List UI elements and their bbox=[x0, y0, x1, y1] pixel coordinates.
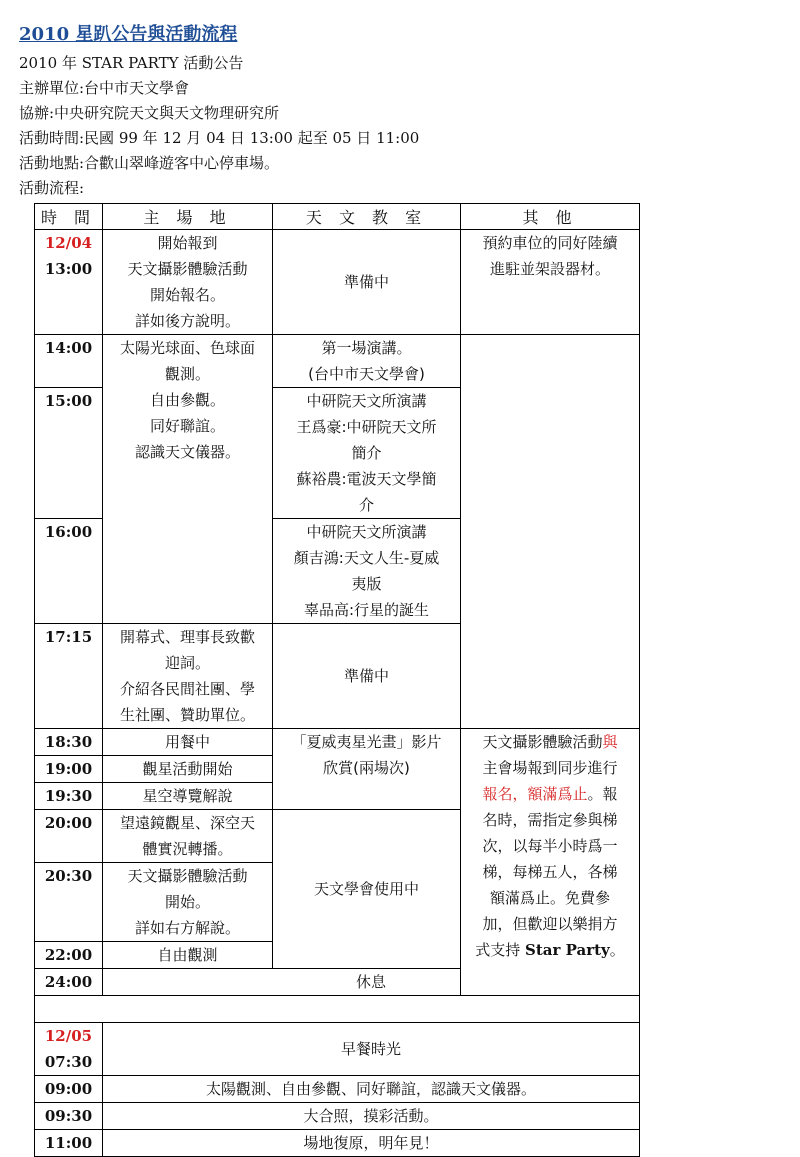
cell-line: 介紹各民間社團、學 bbox=[119, 680, 255, 698]
astronomy-room-cell: 準備中 bbox=[273, 624, 461, 729]
table-row bbox=[35, 969, 640, 996]
cell-line: 天文攝影體驗活動 bbox=[127, 867, 248, 885]
time-label: 19:00 bbox=[35, 756, 103, 783]
cell-text: Star Party bbox=[525, 941, 610, 959]
cell-line: 梯，每梯五人，各梯 bbox=[482, 863, 618, 881]
main-venue-cell bbox=[103, 230, 273, 335]
cell-text: 式支持 bbox=[475, 941, 525, 959]
date-label: 12/04 bbox=[44, 234, 93, 252]
table-row bbox=[35, 335, 640, 388]
time-label: 07:30 bbox=[44, 1053, 93, 1071]
other-cell bbox=[461, 230, 640, 335]
cell-line: 生社團、贊助單位。 bbox=[119, 706, 255, 724]
main-venue-cell bbox=[103, 810, 273, 863]
cell-line: 詳如後方說明。 bbox=[134, 312, 240, 330]
header-astronomy-room: 天 文 教 室 bbox=[273, 204, 461, 230]
cell-line: 天文攝影體驗活動 bbox=[127, 260, 248, 278]
cell-text: 天文攝影體驗活動 bbox=[482, 733, 603, 751]
cell-line: 夷版 bbox=[351, 575, 382, 593]
cell-line: 加，但歡迎以樂捐方 bbox=[482, 915, 618, 933]
cell-line: 次，以每半小時爲一 bbox=[482, 837, 618, 855]
cell-line: 認識天文儀器。 bbox=[134, 443, 240, 461]
other-cell-empty bbox=[461, 335, 640, 729]
time-label: 13:00 bbox=[44, 260, 93, 278]
table-row bbox=[35, 1023, 640, 1076]
header-main-venue: 主 場 地 bbox=[103, 204, 273, 230]
schedule-label: 活動流程: bbox=[19, 179, 85, 197]
cell-line: 顏吉鴻:天文人生-夏威 bbox=[293, 549, 440, 567]
highlight-text: 報名，額滿爲止 bbox=[482, 785, 588, 803]
time-label: 19:30 bbox=[35, 783, 103, 810]
table-header-row bbox=[35, 204, 640, 230]
time-label: 18:30 bbox=[35, 729, 103, 756]
cell-line bbox=[464, 937, 636, 963]
time-label: 14:00 bbox=[35, 335, 103, 388]
astronomy-room-cell bbox=[273, 388, 461, 519]
main-venue-cell bbox=[103, 335, 273, 624]
cell-line: 開幕式、理事長致歡 bbox=[119, 628, 255, 646]
time-label: 16:00 bbox=[35, 519, 103, 624]
astronomy-room-cell: 天文學會使用中 bbox=[273, 810, 461, 969]
cell-line: 欣賞(兩場次) bbox=[323, 759, 410, 777]
cell-line: 名時，需指定參與梯 bbox=[482, 811, 618, 829]
highlight-text: 主會場報到同步進行 bbox=[482, 759, 618, 777]
cell-line: 望遠鏡觀星、深空天 bbox=[119, 814, 255, 832]
astronomy-room-cell bbox=[273, 519, 461, 624]
time-cell bbox=[35, 1023, 103, 1076]
cell-line: 自由參觀。 bbox=[149, 391, 225, 409]
time-label: 22:00 bbox=[35, 942, 103, 969]
activity-cell: 太陽觀測、自由參觀、同好聯誼，認識天文儀器。 bbox=[103, 1076, 640, 1103]
time-label: 17:15 bbox=[35, 624, 103, 729]
astronomy-room-cell bbox=[273, 335, 461, 388]
main-venue-cell: 自由觀測 bbox=[103, 942, 273, 969]
cell-line: 迎詞。 bbox=[164, 654, 210, 672]
cell-line: 同好聯誼。 bbox=[149, 417, 225, 435]
cell-line: 蘇裕農:電波天文學簡 bbox=[296, 470, 437, 488]
table-row bbox=[35, 1076, 640, 1103]
cell-line: 開始報名。 bbox=[149, 286, 225, 304]
cell-text: 。 bbox=[609, 941, 625, 959]
time-label: 24:00 bbox=[35, 969, 103, 996]
day-separator-row bbox=[35, 996, 640, 1023]
cell-line: 中研院天文所演講 bbox=[306, 523, 427, 541]
cell-line: 簡介 bbox=[351, 444, 382, 462]
time-cell bbox=[35, 230, 103, 335]
cell-line: 預約車位的同好陸續 bbox=[482, 234, 618, 252]
time-label: 09:30 bbox=[35, 1103, 103, 1130]
main-venue-cell bbox=[103, 863, 273, 942]
table-row bbox=[35, 230, 640, 335]
header-other: 其 他 bbox=[461, 204, 640, 230]
separator-cell bbox=[35, 996, 640, 1023]
main-venue-cell: 星空導覽解說 bbox=[103, 783, 273, 810]
organizer-line: 主辦單位:台中市天文學會 bbox=[19, 79, 190, 97]
time-label: 15:00 bbox=[35, 388, 103, 519]
astronomy-room-cell bbox=[273, 729, 461, 810]
cell-line: 第一場演講。 bbox=[321, 339, 412, 357]
astronomy-room-cell: 準備中 bbox=[273, 230, 461, 335]
table-row bbox=[35, 1103, 640, 1130]
schedule-table bbox=[34, 203, 640, 1157]
time-label: 20:00 bbox=[35, 810, 103, 863]
highlight-text: 與 bbox=[602, 733, 618, 751]
rest-cell: 休息 bbox=[103, 969, 640, 996]
cell-line: 進駐並架設器材。 bbox=[489, 260, 610, 278]
cell-line: 介 bbox=[358, 496, 374, 514]
main-venue-cell: 用餐中 bbox=[103, 729, 273, 756]
header-time: 時 間 bbox=[35, 204, 103, 230]
main-venue-cell bbox=[103, 624, 273, 729]
co-organizer-line: 協辦:中央研究院天文與天文物理研究所 bbox=[19, 104, 280, 122]
cell-line: 「夏威夷星光畫」影片 bbox=[291, 733, 442, 751]
activity-cell: 大合照，摸彩活動。 bbox=[103, 1103, 640, 1130]
cell-line: 觀測。 bbox=[164, 365, 210, 383]
activity-cell: 場地復原，明年見！ bbox=[103, 1130, 640, 1157]
table-row bbox=[35, 1130, 640, 1157]
breakfast-cell: 早餐時光 bbox=[103, 1023, 640, 1076]
cell-line: 體實況轉播。 bbox=[142, 840, 233, 858]
cell-line: 開始報到 bbox=[157, 234, 218, 252]
table-row bbox=[35, 729, 640, 756]
cell-line: 辜品高:行星的誕生 bbox=[303, 601, 430, 619]
time-label: 20:30 bbox=[35, 863, 103, 942]
cell-line: 詳如右方解說。 bbox=[134, 919, 240, 937]
time-label: 11:00 bbox=[35, 1130, 103, 1157]
page-title: 2010 星趴公告與活動流程 bbox=[19, 24, 238, 45]
cell-line: (台中市天文學會) bbox=[308, 365, 425, 383]
cell-line bbox=[464, 729, 636, 755]
cell-line bbox=[464, 781, 636, 807]
cell-line: 額滿爲止。免費參 bbox=[489, 889, 610, 907]
cell-line: 中研院天文所演講 bbox=[306, 392, 427, 410]
cell-line: 太陽光球面、色球面 bbox=[119, 339, 255, 357]
cell-line: 開始。 bbox=[164, 893, 210, 911]
time-label: 09:00 bbox=[35, 1076, 103, 1103]
date-label: 12/05 bbox=[44, 1027, 93, 1045]
other-cell bbox=[461, 729, 640, 996]
event-announcement-line: 2010 年 STAR PARTY 活動公告 bbox=[19, 54, 244, 72]
main-venue-cell: 觀星活動開始 bbox=[103, 756, 273, 783]
event-time-line: 活動時間:民國 99 年 12 月 04 日 13:00 起至 05 日 11:00 bbox=[19, 129, 420, 147]
cell-line: 王爲豪:中研院天文所 bbox=[296, 418, 437, 436]
cell-text: 。報 bbox=[587, 785, 618, 803]
event-location-line: 活動地點:合歡山翠峰遊客中心停車場。 bbox=[19, 154, 280, 172]
